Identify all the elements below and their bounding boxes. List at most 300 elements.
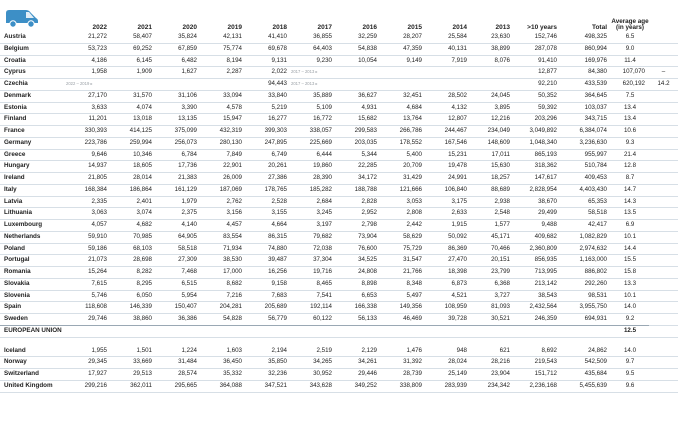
average-age: 15.5 xyxy=(623,256,637,264)
value-cell: 7,216 xyxy=(226,291,242,299)
value-cell: 39,728 xyxy=(448,315,467,322)
header-col: 2018 xyxy=(272,24,287,32)
value-cell: 28,502 xyxy=(448,91,467,99)
value-cell: 3,155 xyxy=(271,209,287,217)
value-cell: 5,455,639 xyxy=(579,381,607,389)
value-cell: 3,727 xyxy=(494,291,510,299)
value-cell: 18,605 xyxy=(133,162,152,170)
value-cell: 362,011 xyxy=(130,381,152,389)
value-cell: 27,309 xyxy=(178,256,197,264)
average-age: 10.1 xyxy=(623,232,637,240)
value-cell: 36,855 xyxy=(313,33,332,40)
value-cell: 58,407 xyxy=(133,33,152,40)
value-cell: 287,078 xyxy=(534,44,557,52)
country-name: Hungary xyxy=(4,162,30,170)
value-cell: 107,070 xyxy=(622,68,645,76)
value-cell: 4,186 xyxy=(91,56,107,64)
value-cell: 21,073 xyxy=(88,256,107,264)
value-cell: 3,175 xyxy=(451,197,467,205)
value-cell: 70,466 xyxy=(491,244,510,252)
value-cell: 3,633 xyxy=(91,103,107,111)
value-cell: 1,048,340 xyxy=(529,138,557,146)
value-cell: 8,348 xyxy=(406,279,422,287)
average-age: 14.0 xyxy=(623,303,637,311)
value-cell: 2,335 xyxy=(91,197,107,205)
value-cell: 28,739 xyxy=(403,370,422,377)
value-cell: 3,074 xyxy=(136,209,152,217)
table-row xyxy=(0,380,678,392)
value-cell: 204,281 xyxy=(219,303,242,311)
value-cell: 9,230 xyxy=(316,56,332,64)
value-cell: 146,339 xyxy=(129,303,152,311)
country-name: Spain xyxy=(4,303,22,311)
value-cell: 188,788 xyxy=(354,185,377,193)
value-cell: 1,958 xyxy=(91,68,107,76)
value-cell: 5,400 xyxy=(406,150,422,158)
value-cell: 15,947 xyxy=(223,115,242,123)
value-cell: 29,746 xyxy=(88,315,107,322)
country-name: Slovakia xyxy=(4,279,30,287)
value-cell: 36,627 xyxy=(358,91,377,99)
value-cell: 542,509 xyxy=(584,358,607,366)
value-cell: 2,401 xyxy=(136,197,152,205)
header-col: 2017 xyxy=(317,24,332,32)
value-cell: 50,092 xyxy=(448,232,467,240)
value-cell: 118,608 xyxy=(85,303,107,311)
value-cell: 54,838 xyxy=(358,44,377,52)
value-cell: 20,151 xyxy=(491,256,510,264)
value-cell: 860,994 xyxy=(584,44,607,52)
value-cell: 409,453 xyxy=(584,174,607,181)
value-cell: 35,332 xyxy=(223,370,242,377)
value-cell: 13,135 xyxy=(178,115,197,123)
value-cell: 38,530 xyxy=(223,256,242,264)
value-cell: 364,088 xyxy=(219,381,242,389)
value-cell: 213,142 xyxy=(534,279,557,287)
value-cell: 7,919 xyxy=(451,56,467,64)
value-cell: 152,746 xyxy=(534,33,557,40)
value-cell: 7,849 xyxy=(226,150,242,158)
table-row xyxy=(0,267,678,279)
value-cell: 17,927 xyxy=(88,370,107,377)
value-cell: 435,684 xyxy=(584,370,607,377)
header-col: 2015 xyxy=(407,24,422,32)
value-cell: 247,895 xyxy=(264,138,287,146)
value-cell xyxy=(426,79,471,91)
value-cell: 88,689 xyxy=(491,185,510,193)
value-cell: 47,359 xyxy=(403,44,422,52)
value-cell: 948 xyxy=(456,346,467,354)
table-row xyxy=(0,208,678,220)
value-cell: 178,765 xyxy=(264,185,287,193)
average-age: 14.4 xyxy=(623,244,637,252)
value-cell: 121,666 xyxy=(399,185,422,193)
value-cell: 8,295 xyxy=(136,279,152,287)
value-cell xyxy=(471,79,514,91)
value-cell: 5,954 xyxy=(181,291,197,299)
value-cell: 219,543 xyxy=(534,358,557,366)
table-row xyxy=(0,90,678,102)
average-age: 14.3 xyxy=(623,197,637,205)
value-cell: 36,450 xyxy=(223,358,242,366)
value-cell: 27,386 xyxy=(268,174,287,181)
average-age: 13.3 xyxy=(623,279,637,287)
value-cell: 67,859 xyxy=(178,44,197,52)
country-name: Switzerland xyxy=(4,370,39,377)
average-age: 14.7 xyxy=(623,185,637,193)
value-cell: 8,898 xyxy=(361,279,377,287)
value-cell: 64,403 xyxy=(313,44,332,52)
value-cell: 73,904 xyxy=(358,232,377,240)
value-cell: 86,369 xyxy=(448,244,467,252)
value-cell: 343,628 xyxy=(309,381,332,389)
value-cell: 28,574 xyxy=(178,370,197,377)
value-cell: 2,974,632 xyxy=(579,244,607,252)
average-age: 10.6 xyxy=(623,127,637,134)
value-cell: 2,952 xyxy=(361,209,377,217)
value-cell: 149,356 xyxy=(399,303,422,311)
header-avg-line2: (in years) xyxy=(616,24,644,32)
value-cell: 9,646 xyxy=(91,150,107,158)
average-age: 13.5 xyxy=(623,209,637,217)
country-name: Norway xyxy=(4,358,27,366)
value-cell: 2,633 xyxy=(451,209,467,217)
value-cell xyxy=(381,67,426,79)
value-cell: 15,231 xyxy=(448,150,467,158)
table-row xyxy=(0,196,678,208)
value-cell: 38,899 xyxy=(491,44,510,52)
value-cell xyxy=(156,79,201,91)
average-age: 15.8 xyxy=(623,268,637,275)
value-cell: 280,130 xyxy=(219,138,242,146)
value-cell: 399,303 xyxy=(264,127,287,134)
value-cell: 2,375 xyxy=(181,209,197,217)
header-average-age xyxy=(611,10,649,32)
value-cell: 4,931 xyxy=(361,103,377,111)
value-cell: 223,786 xyxy=(84,138,107,146)
value-cell: 7,468 xyxy=(181,268,197,275)
value-cell: 2,236,168 xyxy=(529,381,557,389)
value-cell: 8,194 xyxy=(226,56,242,64)
value-cell: 33,669 xyxy=(133,358,152,366)
country-name: Estonia xyxy=(4,103,27,111)
value-cell xyxy=(201,79,246,91)
country-name: Ireland xyxy=(4,174,25,181)
value-cell: 38,670 xyxy=(538,197,557,205)
table-row xyxy=(0,137,678,149)
value-cell: 4,578 xyxy=(226,103,242,111)
value-cell: 338,057 xyxy=(309,127,332,134)
average-age: 21.4 xyxy=(623,150,637,158)
value-cell: 19,716 xyxy=(313,268,332,275)
value-cell: 81,093 xyxy=(491,303,510,311)
value-cell: 6,784 xyxy=(181,150,197,158)
value-cell: 21,383 xyxy=(178,174,197,181)
value-cell: 3,053 xyxy=(406,197,422,205)
value-cell: 621 xyxy=(499,346,510,354)
value-cell: 2,762 xyxy=(226,197,242,205)
value-cell: 8,282 xyxy=(136,268,152,275)
value-cell: 22,901 xyxy=(223,162,242,170)
value-cell: 203,035 xyxy=(354,138,377,146)
value-cell: 59,392 xyxy=(538,103,557,111)
value-cell: 29,499 xyxy=(538,209,557,217)
value-cell: 29,345 xyxy=(88,358,107,366)
value-cell: 7,615 xyxy=(91,279,107,287)
range-note: 2017 – 2013 ▸ xyxy=(291,69,318,75)
value-cell: 86,315 xyxy=(268,232,287,240)
value-cell: 13,018 xyxy=(133,115,152,123)
value-cell: 32,236 xyxy=(268,370,287,377)
value-cell: 192,114 xyxy=(310,303,332,311)
value-cell: 21,805 xyxy=(88,174,107,181)
average-age: 10.1 xyxy=(623,291,637,299)
country-name: Slovenia xyxy=(4,291,30,299)
country-name: Denmark xyxy=(4,91,31,99)
value-cell: 23,904 xyxy=(491,370,510,377)
value-cell: 71,934 xyxy=(223,244,242,252)
header-country xyxy=(0,10,66,32)
value-cell: 3,245 xyxy=(316,209,332,217)
value-cell: 69,678 xyxy=(268,44,287,52)
value-cell: 58,518 xyxy=(588,209,607,217)
value-cell: 26,009 xyxy=(223,174,242,181)
value-cell: 4,057 xyxy=(91,221,107,228)
value-cell: 4,074 xyxy=(136,103,152,111)
value-cell: 28,024 xyxy=(448,358,467,366)
value-cell: 98,531 xyxy=(588,291,607,299)
table-row xyxy=(0,243,678,255)
value-cell xyxy=(426,67,471,79)
value-cell: 91,410 xyxy=(538,56,557,64)
header-col: >10 years xyxy=(527,24,557,32)
value-cell: 2,828 xyxy=(361,197,377,205)
value-cell: 20,261 xyxy=(268,162,287,170)
country-name: Germany xyxy=(4,138,32,146)
value-cell: 22,285 xyxy=(358,162,377,170)
value-cell: 37,304 xyxy=(313,256,332,264)
value-cell: 2,828,954 xyxy=(529,185,557,193)
value-cell: 2,287 xyxy=(226,68,242,76)
value-cell: 4,521 xyxy=(451,291,467,299)
country-name: Italy xyxy=(4,185,17,193)
value-cell: 349,252 xyxy=(354,381,377,389)
value-cell: 6,482 xyxy=(181,56,197,64)
average-age: 6.5 xyxy=(625,33,635,40)
value-cell: 34,525 xyxy=(358,256,377,264)
country-name: Romania xyxy=(4,268,31,275)
value-cell: 4,457 xyxy=(226,221,242,228)
value-cell: 10,054 xyxy=(358,56,377,64)
value-cell: 347,521 xyxy=(264,381,287,389)
value-cell: 28,207 xyxy=(403,33,422,40)
country-name: Greece xyxy=(4,150,26,158)
value-cell: 1,979 xyxy=(181,197,197,205)
eu-label: EUROPEAN UNION xyxy=(0,325,611,337)
value-cell: 1,577 xyxy=(494,221,510,228)
value-cell: 498,325 xyxy=(584,33,607,40)
value-cell: 8,076 xyxy=(494,56,510,64)
value-cell: 343,715 xyxy=(584,115,607,123)
value-cell: 92,210 xyxy=(538,80,557,87)
value-cell: 75,774 xyxy=(223,44,242,52)
value-cell: 205,689 xyxy=(264,303,287,311)
value-cell: 28,014 xyxy=(133,174,152,181)
value-cell: 256,073 xyxy=(174,138,197,146)
average-age: 9.6 xyxy=(625,381,635,389)
value-cell: 83,554 xyxy=(223,232,242,240)
header-col: 2022 xyxy=(92,24,107,32)
value-cell: 84,380 xyxy=(588,68,607,76)
value-cell: 330,393 xyxy=(84,127,107,134)
value-cell: 45,171 xyxy=(491,232,510,240)
value-cell: 409,682 xyxy=(534,232,557,240)
value-cell: 35,850 xyxy=(268,358,287,366)
average-age: 8.7 xyxy=(625,174,635,181)
value-cell: 234,342 xyxy=(487,381,510,389)
value-cell: 2,519 xyxy=(316,346,332,354)
value-cell: 79,682 xyxy=(313,232,332,240)
value-cell: 24,808 xyxy=(358,268,377,275)
value-cell: 31,429 xyxy=(403,174,422,181)
value-cell: 25,584 xyxy=(448,33,467,40)
value-cell: 432,319 xyxy=(219,127,242,134)
average-age: 11.4 xyxy=(624,56,636,64)
value-cell: 29,446 xyxy=(358,370,377,377)
table-row xyxy=(0,126,678,138)
value-cell: 108,959 xyxy=(444,303,467,311)
value-cell: 187,069 xyxy=(219,185,242,193)
value-cell: 24,991 xyxy=(448,174,467,181)
country-name: Portugal xyxy=(4,256,30,264)
value-cell: 72,038 xyxy=(313,244,332,252)
value-cell: 30,521 xyxy=(491,315,510,322)
country-name: Lithuania xyxy=(4,209,32,217)
value-cell: 2,194 xyxy=(271,346,287,354)
value-cell: 9,158 xyxy=(271,279,287,287)
value-cell: 76,600 xyxy=(358,244,377,252)
value-cell: 886,802 xyxy=(584,268,607,275)
value-cell xyxy=(471,67,514,79)
average-age: 13.4 xyxy=(623,103,637,111)
spacer-cell xyxy=(0,337,649,346)
value-cell: 41,410 xyxy=(268,33,287,40)
value-cell: 3,895 xyxy=(494,103,510,111)
value-cell: 375,099 xyxy=(174,127,197,134)
header-row xyxy=(0,10,678,32)
value-cell: 59,186 xyxy=(88,244,107,252)
country-name: Iceland xyxy=(4,346,26,354)
average-age: 13.4 xyxy=(623,115,637,123)
value-cell: 234,049 xyxy=(487,127,510,134)
value-cell: 25,149 xyxy=(448,370,467,377)
value-cell: 5,219 xyxy=(271,103,287,111)
value-cell: 24,045 xyxy=(491,91,510,99)
value-cell: 168,384 xyxy=(84,185,107,193)
value-cell: 12,807 xyxy=(448,115,467,123)
value-cell: 166,338 xyxy=(354,303,377,311)
country-name: Latvia xyxy=(4,197,23,205)
value-cell: 28,390 xyxy=(313,174,332,181)
value-cell: 147,617 xyxy=(534,174,557,181)
country-name: Netherlands xyxy=(4,232,41,240)
value-cell: 1,915 xyxy=(451,221,467,228)
value-cell: 6,515 xyxy=(181,279,197,287)
value-cell: 3,049,892 xyxy=(529,127,557,134)
value-cell: 15,682 xyxy=(358,115,377,123)
value-cell: 27,470 xyxy=(448,256,467,264)
table-row xyxy=(0,357,678,369)
value-cell: 620,192 xyxy=(622,80,645,87)
value-cell: 21,766 xyxy=(403,268,422,275)
value-cell: 8,692 xyxy=(541,346,557,354)
value-cell: 8,465 xyxy=(316,279,332,287)
value-cell: 2,938 xyxy=(494,197,510,205)
value-cell: 3,390 xyxy=(181,103,197,111)
value-cell: 50,352 xyxy=(538,91,557,99)
value-cell: 713,995 xyxy=(534,268,557,275)
value-cell: 53,723 xyxy=(88,44,107,52)
table-row xyxy=(0,278,678,290)
table-row xyxy=(0,43,678,55)
value-cell: 30,952 xyxy=(313,370,332,377)
value-cell: 23,630 xyxy=(491,33,510,40)
value-cell: 21,272 xyxy=(88,33,107,40)
value-cell: 58,518 xyxy=(178,244,197,252)
value-cell: 4,684 xyxy=(406,103,422,111)
value-cell: 31,547 xyxy=(403,256,422,264)
header-avg-line1: Average age xyxy=(611,17,649,25)
average-age: 7.5 xyxy=(625,91,635,99)
header-col: 2013 xyxy=(495,24,510,32)
value-cell: 31,106 xyxy=(178,91,197,99)
value-cell: 2,528 xyxy=(271,197,287,205)
value-cell: 295,665 xyxy=(174,381,197,389)
value-cell: 6,653 xyxy=(361,291,377,299)
value-cell: 94,443 xyxy=(268,80,287,87)
value-cell: 2,022 xyxy=(271,68,287,76)
value-cell: 414,125 xyxy=(129,127,152,134)
value-cell: 150,407 xyxy=(174,303,197,311)
value-cell: 2,129 xyxy=(361,346,377,354)
country-name: France xyxy=(4,127,25,134)
value-cell: 1,909 xyxy=(136,68,152,76)
table-row xyxy=(0,32,678,43)
table-row xyxy=(0,55,678,67)
table-row xyxy=(0,184,678,196)
table-row xyxy=(0,114,678,126)
value-cell: 338,809 xyxy=(399,381,422,389)
value-cell: 34,265 xyxy=(313,358,332,366)
value-cell: 17,000 xyxy=(223,268,242,275)
value-cell: 433,539 xyxy=(584,80,607,87)
value-cell: 9,149 xyxy=(406,56,422,64)
value-cell: 186,864 xyxy=(129,185,152,193)
average-age: 14.2 xyxy=(657,80,670,87)
header-col: 2014 xyxy=(452,24,467,32)
value-cell: 34,261 xyxy=(358,358,377,366)
range-note: 2022 – 2019 ▸ xyxy=(66,81,93,86)
average-age: 14.0 xyxy=(623,346,637,354)
table-row xyxy=(0,231,678,243)
value-cell: 1,955 xyxy=(91,346,107,354)
value-cell: 4,132 xyxy=(451,103,467,111)
value-cell: 31,570 xyxy=(133,91,152,99)
table-row xyxy=(0,220,678,232)
value-cell: 6,368 xyxy=(494,279,510,287)
value-cell: 510,784 xyxy=(584,162,607,170)
value-cell: 865,193 xyxy=(534,150,557,158)
